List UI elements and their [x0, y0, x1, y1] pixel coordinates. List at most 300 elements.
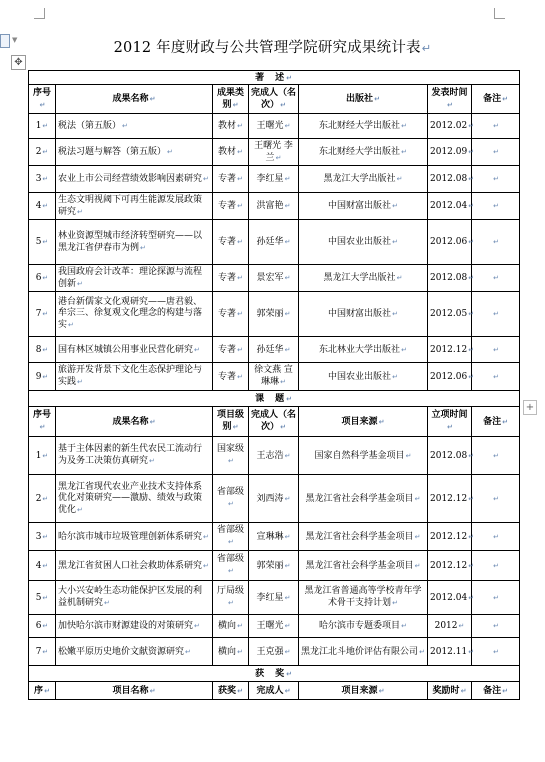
book-row [29, 292, 520, 337]
paragraph-mark: ↵ [149, 416, 156, 426]
paragraph-mark: ↵ [42, 273, 49, 282]
paragraph-mark: ↵ [149, 685, 156, 695]
row-number: 7↵ [29, 292, 56, 337]
project-author: 刘西涛↵ [249, 475, 299, 523]
project-date: 2012.08↵ [428, 437, 472, 475]
book-row [29, 265, 520, 292]
book-type: 教材↵ [213, 139, 249, 166]
paragraph-mark: ↵ [447, 99, 453, 109]
row-number: 5↵ [29, 581, 56, 615]
project-source: 哈尔滨市专题委项目↵ [299, 615, 428, 638]
paragraph-mark: ↵ [232, 422, 239, 431]
column-header: 成果名称↵ [56, 85, 213, 114]
paragraph-mark: ↵ [493, 592, 499, 602]
paragraph-mark: ↵ [493, 371, 499, 381]
paragraph-mark: ↵ [493, 273, 499, 282]
paragraph-mark: ↵ [401, 621, 407, 630]
paragraph-mark: ↵ [77, 504, 83, 514]
add-column-icon[interactable]: + [523, 400, 537, 415]
row-number: 4↵ [29, 551, 56, 581]
paragraph-mark: ↵ [284, 344, 291, 354]
page-title: 2012 年度财政与公共管理学院研究成果统计表↵ [113, 40, 432, 56]
book-publisher: 黑龙江大学出版社↵ [299, 166, 428, 193]
book-row [29, 363, 520, 391]
book-title: 税法习题与解答（第五版）↵ [56, 139, 213, 166]
paragraph-mark: ↵ [237, 685, 243, 695]
book-type: 专著↵ [213, 265, 249, 292]
paragraph-mark: ↵ [42, 592, 49, 602]
paragraph-mark: ↵ [493, 646, 499, 656]
book-type: 专著↵ [213, 193, 249, 220]
paragraph-mark: ↵ [42, 560, 49, 570]
paragraph-mark: ↵ [275, 152, 282, 162]
paragraph-mark: ↵ [284, 621, 291, 630]
paragraph-mark: ↵ [42, 646, 49, 656]
row-number: 1↵ [29, 437, 56, 475]
column-header: 项目来源↵ [299, 682, 428, 700]
book-publisher: 东北财经大学出版社↵ [299, 139, 428, 166]
paragraph-mark: ↵ [493, 344, 499, 354]
project-level: 横向↵ [213, 615, 249, 638]
book-date: 2012.12↵ [428, 337, 472, 363]
project-author: 宣琳琳↵ [249, 523, 299, 551]
project-remark [472, 615, 520, 638]
section-title: 著 述↵ [29, 71, 520, 85]
project-level: 厅局级↵ [213, 581, 249, 615]
book-publisher: 中国财富出版社↵ [299, 193, 428, 220]
paragraph-mark: ↵ [502, 94, 508, 103]
paragraph-mark: ↵ [392, 201, 398, 210]
paragraph-mark: ↵ [401, 147, 407, 156]
column-header: 立项时间↵ [428, 407, 472, 437]
paragraph-mark: ↵ [237, 344, 243, 354]
book-title: 旅游开发背景下文化生态保护理论与实践↵ [56, 363, 213, 391]
project-row [29, 523, 520, 551]
book-row [29, 114, 520, 139]
paragraph-mark: ↵ [468, 592, 475, 602]
table-header-row [29, 682, 520, 700]
paragraph-mark: ↵ [392, 237, 398, 246]
column-header: 项目名称↵ [56, 682, 213, 700]
column-header: 完成人↵ [249, 682, 299, 700]
column-header: 项目级别↵ [213, 407, 249, 437]
paragraph-mark: ↵ [42, 344, 49, 354]
column-header: 成果类别↵ [213, 85, 249, 114]
row-number: 6↵ [29, 265, 56, 292]
row-number: 7↵ [29, 638, 56, 666]
paragraph-mark: ↵ [42, 174, 49, 183]
book-remark [472, 337, 520, 363]
row-number: 8↵ [29, 337, 56, 363]
paragraph-mark: ↵ [42, 450, 49, 460]
paragraph-mark: ↵ [374, 94, 380, 103]
row-number: 2↵ [29, 475, 56, 523]
row-number: 6↵ [29, 615, 56, 638]
project-remark [472, 437, 520, 475]
column-header: 备注↵ [472, 682, 520, 700]
project-level: 省部级↵ [213, 523, 249, 551]
paragraph-mark: ↵ [414, 493, 421, 503]
row-number: 5↵ [29, 220, 56, 265]
paragraph-mark: ↵ [39, 99, 46, 109]
column-header: 获奖↵ [213, 682, 249, 700]
book-title: 港台新儒家文化观研究——唐君毅、牟宗三、徐复观文化理念的构建与落实↵ [56, 292, 213, 337]
project-level: 省部级↵ [213, 475, 249, 523]
paragraph-mark: ↵ [493, 237, 499, 246]
paragraph-mark: ↵ [468, 344, 475, 354]
book-type: 专著↵ [213, 166, 249, 193]
project-remark [472, 551, 520, 581]
book-date: 2012.09↵ [428, 139, 472, 166]
book-date: 2012.06↵ [428, 363, 472, 391]
paragraph-mark: ↵ [284, 450, 291, 460]
paragraph-mark: ↵ [237, 121, 243, 130]
paragraph-mark: ↵ [284, 685, 291, 695]
section-title: 获 奖↵ [29, 666, 520, 682]
project-author: 李红星↵ [249, 581, 299, 615]
results-table [28, 70, 520, 700]
project-title: 哈尔滨市城市垃圾管理创新体系研究↵ [56, 523, 213, 551]
book-publisher: 中国财富出版社↵ [299, 292, 428, 337]
book-title: 税法（第五版）↵ [56, 114, 213, 139]
paragraph-mark: ↵ [284, 646, 291, 656]
paragraph-mark: ↵ [237, 309, 243, 318]
book-author: 徐文燕 宣琳琳↵ [249, 363, 299, 391]
paragraph-mark: ↵ [42, 493, 49, 503]
paragraph-mark: ↵ [493, 450, 499, 460]
paragraph-mark: ↵ [44, 685, 50, 695]
book-remark [472, 139, 520, 166]
paragraph-mark: ↵ [203, 560, 209, 570]
column-header: 备注↵ [472, 407, 520, 437]
paragraph-mark: ↵ [401, 121, 407, 130]
column-header: 序↵ [29, 682, 56, 700]
paragraph-mark: ↵ [468, 237, 475, 246]
caret-down-icon[interactable]: ▼ [12, 36, 18, 44]
paragraph-mark: ↵ [167, 147, 173, 156]
paragraph-mark: ↵ [284, 531, 291, 541]
book-title: 农业上市公司经营绩效影响因素研究↵ [56, 166, 213, 193]
paragraph-mark: ↵ [77, 377, 83, 386]
book-type: 专著↵ [213, 292, 249, 337]
table-header-row [29, 85, 520, 114]
paragraph-mark: ↵ [280, 377, 286, 386]
project-title: 大小兴安岭生态功能保护区发展的利益机制研究↵ [56, 581, 213, 615]
paragraph-mark: ↵ [42, 531, 49, 541]
book-type: 教材↵ [213, 114, 249, 139]
paragraph-mark: ↵ [149, 456, 155, 465]
paragraph-mark: ↵ [447, 422, 453, 431]
paragraph-mark: ↵ [42, 309, 49, 318]
paragraph-mark: ↵ [286, 393, 293, 403]
paragraph-mark: ↵ [149, 94, 156, 103]
book-date: 2012.02↵ [428, 114, 472, 139]
column-header: 出版社↵ [299, 85, 428, 114]
paragraph-mark: ↵ [284, 592, 291, 602]
project-row [29, 551, 520, 581]
column-header: 备注↵ [472, 85, 520, 114]
paragraph-mark: ↵ [286, 668, 293, 678]
book-author: 李红星↵ [249, 166, 299, 193]
project-source: 黑龙江省普通高等学校青年学术骨干支持计划↵ [299, 581, 428, 615]
paragraph-mark: ↵ [228, 566, 234, 575]
book-type: 专著↵ [213, 337, 249, 363]
paragraph-mark: ↵ [392, 598, 398, 607]
project-date: 2012↵ [428, 615, 472, 638]
paragraph-mark: ↵ [237, 371, 243, 381]
paragraph-mark: ↵ [460, 685, 467, 695]
paragraph-mark: ↵ [284, 273, 291, 282]
paragraph-mark: ↵ [237, 621, 243, 630]
paragraph-mark: ↵ [228, 598, 234, 607]
project-title: 黑龙江省贫困人口社会救助体系研究↵ [56, 551, 213, 581]
project-remark [472, 638, 520, 666]
project-level: 横向↵ [213, 638, 249, 666]
paragraph-mark: ↵ [493, 531, 499, 541]
paragraph-mark: ↵ [284, 560, 291, 570]
book-remark [472, 265, 520, 292]
column-header: 奖励时↵ [428, 682, 472, 700]
book-remark [472, 220, 520, 265]
paragraph-mark: ↵ [68, 320, 74, 329]
book-author: 洪富艳↵ [249, 193, 299, 220]
paragraph-mark: ↵ [378, 685, 385, 695]
row-number: 3↵ [29, 166, 56, 193]
book-remark [472, 292, 520, 337]
project-remark [472, 475, 520, 523]
crop-mark-top-left [34, 8, 45, 19]
paragraph-mark: ↵ [493, 309, 499, 318]
paragraph-mark: ↵ [194, 344, 200, 354]
book-remark [472, 114, 520, 139]
book-row [29, 193, 520, 220]
book-author: 景宏军↵ [249, 265, 299, 292]
book-publisher: 东北财经大学出版社↵ [299, 114, 428, 139]
paragraph-mark: ↵ [42, 371, 49, 381]
paragraph-mark: ↵ [232, 99, 239, 109]
paragraph-mark: ↵ [468, 531, 475, 541]
paragraph-mark: ↵ [77, 206, 83, 216]
paragraph-mark: ↵ [378, 416, 385, 426]
paragraph-mark: ↵ [493, 121, 499, 130]
section-title: 课 题↵ [29, 391, 520, 407]
project-title: 基于主体因素的新生代农民工流动行为及务工决策仿真研究↵ [56, 437, 213, 475]
column-header: 序号↵ [29, 407, 56, 437]
paragraph-mark: ↵ [228, 499, 234, 508]
paragraph-mark: ↵ [284, 174, 291, 183]
book-title: 我国政府会计改革：理论探源与流程创新↵ [56, 265, 213, 292]
paragraph-mark: ↵ [468, 371, 475, 381]
paragraph-mark: ↵ [468, 493, 475, 503]
paragraph-mark: ↵ [280, 422, 286, 431]
paragraph-mark: ↵ [392, 371, 398, 381]
paragraph-mark: ↵ [194, 621, 200, 630]
paragraph-mark: ↵ [502, 685, 508, 695]
book-row [29, 337, 520, 363]
project-author: 郭荣丽↵ [249, 551, 299, 581]
project-date: 2012.12↵ [428, 523, 472, 551]
section-row-awards [29, 666, 520, 682]
book-author: 郭荣丽↵ [249, 292, 299, 337]
paragraph-mark: ↵ [468, 646, 475, 656]
row-number: 9↵ [29, 363, 56, 391]
project-author: 王克强↵ [249, 638, 299, 666]
book-type: 专著↵ [213, 363, 249, 391]
paragraph-mark: ↵ [140, 242, 146, 252]
column-header: 序号↵ [29, 85, 56, 114]
paragraph-mark: ↵ [284, 121, 291, 130]
book-date: 2012.04↵ [428, 193, 472, 220]
paragraph-mark: ↵ [42, 237, 49, 246]
paragraph-mark: ↵ [396, 174, 403, 183]
paragraph-mark: ↵ [392, 309, 398, 318]
project-row [29, 638, 520, 666]
paragraph-mark: ↵ [203, 174, 209, 183]
row-number: 3↵ [29, 523, 56, 551]
project-row [29, 615, 520, 638]
paragraph-mark: ↵ [42, 621, 49, 630]
book-date: 2012.08↵ [428, 265, 472, 292]
paragraph-mark: ↵ [280, 99, 286, 109]
paragraph-mark: ↵ [493, 621, 499, 630]
project-date: 2012.12↵ [428, 475, 472, 523]
book-title: 国有林区城镇公用事业民营化研究↵ [56, 337, 213, 363]
section-row-books [29, 71, 520, 85]
paragraph-mark: ↵ [493, 560, 499, 570]
paragraph-mark: ↵ [39, 422, 46, 431]
project-source: 国家自然科学基金项目↵ [299, 437, 428, 475]
paragraph-mark: ↵ [493, 147, 499, 156]
project-level: 省部级↵ [213, 551, 249, 581]
paragraph-mark: ↵ [458, 621, 465, 630]
book-type: 专著↵ [213, 220, 249, 265]
paragraph-mark: ↵ [237, 201, 243, 210]
paragraph-mark: ↵ [493, 174, 499, 183]
paragraph-mark: ↵ [401, 344, 407, 354]
paragraph-mark: ↵ [468, 174, 475, 183]
paragraph-mark: ↵ [468, 121, 475, 130]
project-title: 黑龙江省现代农业产业技术支持体系优化对策研究——激励、绩效与政策优化↵ [56, 475, 213, 523]
paragraph-mark: ↵ [104, 598, 110, 607]
project-level: 国家级↵ [213, 437, 249, 475]
book-row [29, 139, 520, 166]
paragraph-mark: ↵ [237, 273, 243, 282]
book-remark [472, 193, 520, 220]
column-header: 成果名称↵ [56, 407, 213, 437]
paragraph-mark: ↵ [42, 121, 49, 130]
project-date: 2012.11↵ [428, 638, 472, 666]
paragraph-mark: ↵ [284, 493, 291, 503]
project-author: 王曙光↵ [249, 615, 299, 638]
table-header-row [29, 407, 520, 437]
paragraph-mark: ↵ [419, 646, 425, 656]
paragraph-mark: ↵ [493, 493, 499, 503]
book-publisher: 中国农业出版社↵ [299, 220, 428, 265]
row-number: 2↵ [29, 139, 56, 166]
table-move-handle-icon[interactable]: ✥ [11, 55, 26, 70]
project-remark [472, 523, 520, 551]
book-publisher: 中国农业出版社↵ [299, 363, 428, 391]
paragraph-mark: ↵ [122, 121, 128, 130]
project-date: 2012.12↵ [428, 551, 472, 581]
paragraph-mark: ↵ [237, 237, 243, 246]
book-row [29, 220, 520, 265]
paragraph-mark: ↵ [77, 278, 83, 288]
project-title: 松嫩平原历史地价文献资源研究↵ [56, 638, 213, 666]
book-date: 2012.08↵ [428, 166, 472, 193]
crop-mark-top-right [494, 8, 505, 19]
paragraph-mark: ↵ [396, 273, 403, 282]
paragraph-mark: ↵ [468, 147, 475, 156]
column-header: 项目来源↵ [299, 407, 428, 437]
project-row [29, 437, 520, 475]
project-source: 黑龙江省社会科学基金项目↵ [299, 475, 428, 523]
paragraph-mark: ↵ [228, 537, 234, 546]
project-row [29, 475, 520, 523]
paragraph-mark: ↵ [185, 646, 191, 656]
paragraph-mark: ↵ [237, 646, 243, 656]
paragraph-mark: ↵ [414, 531, 421, 541]
book-author: 孙廷华↵ [249, 337, 299, 363]
column-header: 发表时间↵ [428, 85, 472, 114]
paragraph-mark: ↵ [468, 201, 475, 210]
paragraph-mark: ↵ [414, 560, 421, 570]
row-number: 4↵ [29, 193, 56, 220]
paragraph-mark: ↵ [228, 456, 234, 465]
project-remark [472, 581, 520, 615]
paragraph-mark: ↵ [468, 309, 475, 318]
column-header: 完成人（名次）↵ [249, 85, 299, 114]
book-publisher: 东北林业大学出版社↵ [299, 337, 428, 363]
book-remark [472, 166, 520, 193]
paragraph-mark: ↵ [468, 560, 475, 570]
paragraph-mark: ↵ [203, 531, 209, 541]
paragraph-mark: ↵ [284, 201, 291, 210]
section-row-projects [29, 391, 520, 407]
book-author: 王曙光↵ [249, 114, 299, 139]
row-number: 1↵ [29, 114, 56, 139]
paragraph-mark: ↵ [493, 201, 499, 210]
book-author: 王曙光 李 兰↵ [249, 139, 299, 166]
paragraph-mark: ↵ [42, 201, 49, 210]
book-title: 林业资源型城市经济转型研究——以黑龙江省伊春市为例↵ [56, 220, 213, 265]
paragraph-mark: ↵ [284, 309, 291, 318]
paragraph-mark: ↵ [405, 450, 412, 460]
book-date: 2012.06↵ [428, 220, 472, 265]
project-author: 王志浩↵ [249, 437, 299, 475]
book-publisher: 黑龙江大学出版社↵ [299, 265, 428, 292]
book-title: 生态文明视阈下可再生能源发展政策研究↵ [56, 193, 213, 220]
paragraph-mark: ↵ [468, 273, 475, 282]
paragraph-mark: ↵ [468, 450, 475, 460]
book-author: 孙廷华↵ [249, 220, 299, 265]
column-header: 完成人（名次）↵ [249, 407, 299, 437]
project-row [29, 581, 520, 615]
paragraph-mark: ↵ [42, 147, 49, 156]
paragraph-mark: ↵ [502, 416, 508, 426]
book-date: 2012.05↵ [428, 292, 472, 337]
paragraph-mark: ↵ [237, 174, 243, 183]
book-row [29, 166, 520, 193]
project-source: 黑龙江北斗地价评估有限公司↵ [299, 638, 428, 666]
paragraph-mark: ↵ [237, 147, 243, 156]
project-title: 加快哈尔滨市财源建设的对策研究↵ [56, 615, 213, 638]
project-date: 2012.04↵ [428, 581, 472, 615]
book-remark [472, 363, 520, 391]
paragraph-mark: ↵ [284, 237, 291, 246]
project-source: 黑龙江省社会科学基金项目↵ [299, 551, 428, 581]
project-source: 黑龙江省社会科学基金项目↵ [299, 523, 428, 551]
